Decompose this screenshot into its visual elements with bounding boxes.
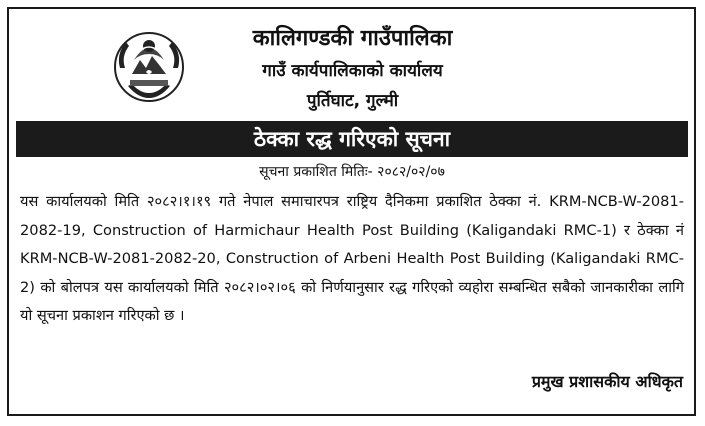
notice-title-banner [16, 121, 688, 157]
office-location: पुर्तिघाट, गुल्मी [306, 91, 399, 111]
office-subtitle: गाउँ कार्यपालिकाको कार्यालय [262, 61, 443, 81]
notice-body: यस कार्यालयको मिति २०८२।१।१९ गते नेपाल समाचारपत्र राष्ट्रिय दैनिकमा प्रकाशित ठेक्का नं. KRM-NCB-W-2081-2082-19, Construction of Harmichaur Health Post Building (Kaligandaki RMC-1) र ठेक्का नं KRM-NCB-W-2081-2082-20, Construction of Arbeni Health Post Building (Kaligandaki RMC-2) को बोलपत्र यस कार्यालयको मिति २०८२।०२।०६ को निर्णयानुसार रद्ध गरिएको व्यहोरा सम्बन्धित सबैको जानकारीका लागि यो सूचना प्रकाशन गरिएको छ । [20, 193, 684, 325]
office-name: कालिगण्डकी गाउँपालिका [252, 26, 453, 51]
signer-title: प्रमुख प्रशासकीय अधिकृत [531, 372, 683, 391]
published-date: सूचना प्रकाशित मितिः- २०८२/०२/०७ [259, 164, 445, 180]
notice-title: ठेक्का रद्ध गरिएको सूचना [253, 127, 451, 151]
